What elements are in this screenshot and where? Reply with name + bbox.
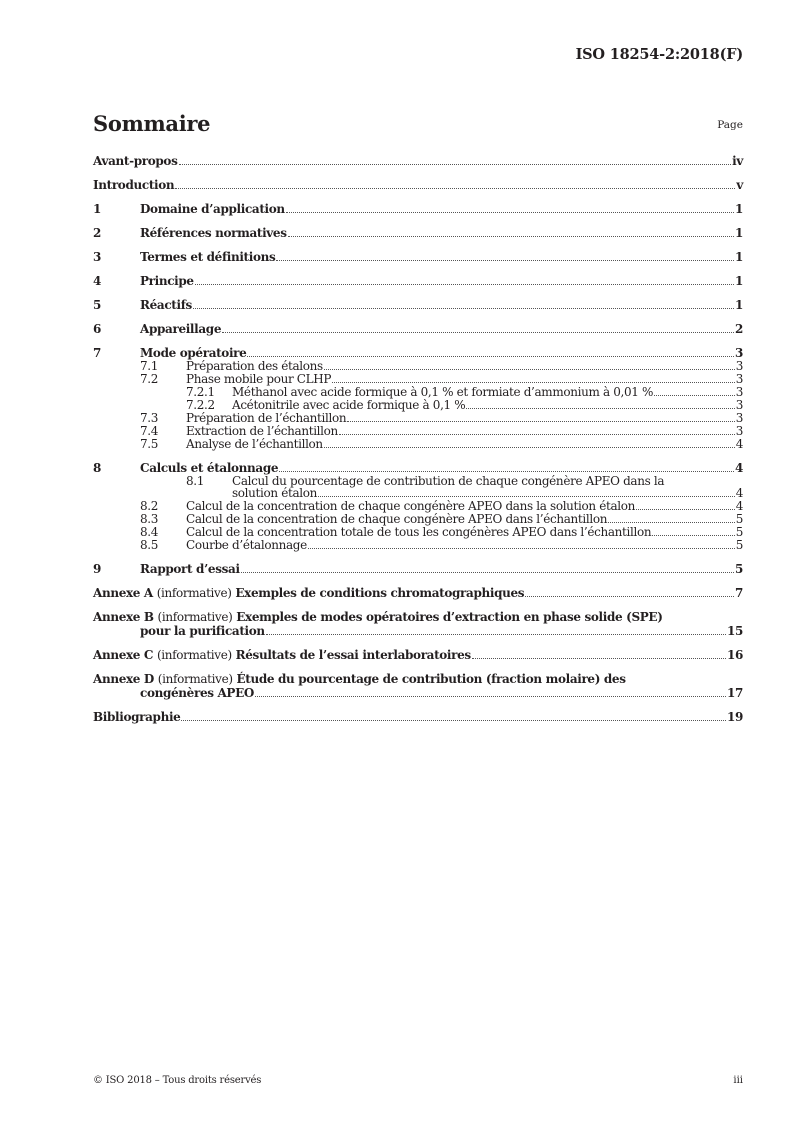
toc-entry-section-6[interactable] [93,322,743,336]
toc-entry-number: 7.2.1 [186,385,215,399]
toc-entry-page: 1 [735,202,743,216]
toc-entry-text: Phase mobile pour CLHP [186,372,332,386]
toc-entry-number: 7.5 [140,437,159,451]
toc-entry-number: 7.3 [140,411,159,425]
page-number: iii [733,1075,743,1086]
toc-entry-text: Méthanol avec acide formique à 0,1 % et formiate d’ammonium à 0,01 % [232,385,654,399]
copyright-notice: © ISO 2018 – Tous droits réservés [93,1075,262,1086]
dot-leader [324,447,735,448]
dot-leader [525,596,734,597]
dot-leader [652,535,734,536]
dot-leader [286,212,734,213]
annex-title-line1: Étude du pourcentage de contribution (fraction molaire) des [236,672,626,687]
toc-entry-page: v [736,178,743,192]
dot-leader [472,658,726,659]
toc-entry-section-9[interactable] [93,562,743,576]
toc-entry-page: 1 [735,298,743,312]
toc-entry-text: Calcul de la concentration de chaque congénère APEO dans l’échantillon [186,512,608,527]
toc-entry-introduction[interactable] [93,178,743,192]
dot-leader [339,434,735,435]
annex-type: (informative) [157,610,233,625]
dot-leader [279,471,734,472]
toc-entry-text: Bibliographie [93,710,181,725]
toc-entry-text: Acétonitrile avec acide formique à 0,1 % [232,398,466,412]
toc-entry-section-2[interactable] [93,226,743,240]
dot-leader [181,720,726,721]
toc-entry-text: Analyse de l’échantillon [186,437,323,451]
toc-entry-number: 2 [93,226,101,240]
toc-entry-number: 7.1 [140,359,159,373]
toc-entry-text: Références normatives [140,226,287,240]
toc-entry-section-7[interactable] [93,346,743,360]
annex-label: Annexe C [93,648,154,663]
document-id: ISO 18254-2:2018(F) [575,46,743,63]
toc-entry-text: Rapport d’essai [140,562,240,577]
toc-entry-text: Appareillage [140,322,222,336]
dot-leader [175,188,735,189]
dot-leader [288,236,734,237]
toc-entry-number: 8.5 [140,538,159,553]
dot-leader [308,548,735,549]
toc-entry-section-8[interactable] [93,461,743,475]
dot-leader [608,522,735,523]
toc-entry-number: 9 [93,562,101,577]
toc-entry-page: 3 [735,385,743,399]
dot-leader [179,164,732,165]
toc-entry-section-4[interactable] [93,274,743,288]
dot-leader [241,572,734,573]
toc-entry-text: Introduction [93,178,175,192]
toc-entry-annex-b[interactable] [93,610,743,638]
toc-entry-section-8-5[interactable] [93,539,743,552]
annex-type: (informative) [157,672,233,687]
annex-label: Annexe D [93,672,154,687]
toc-entry-page: 5 [735,538,743,553]
toc-entry-page: 3 [735,359,743,373]
toc-entry-page: 4 [735,486,743,501]
toc-entry-text: Réactifs [140,298,192,312]
toc-entry-page: 3 [735,346,743,360]
toc-entry-number: 7 [93,346,101,360]
toc-entry-annex-a[interactable] [93,586,743,600]
toc-entry-page: 3 [735,398,743,412]
dot-leader [222,332,734,333]
toc-entry-number: 3 [93,250,101,264]
dot-leader [654,395,735,396]
toc-entry-page: 5 [735,525,743,540]
toc-entry-page: iv [732,154,743,168]
annex-title-line2: congénères APEO [140,686,254,701]
dot-leader [636,509,735,510]
toc-entry-bibliographie[interactable] [93,710,743,724]
annex-title-line2: pour la purification [140,624,265,639]
dot-leader [195,284,734,285]
toc-entry-number: 8.4 [140,525,159,540]
toc-entry-section-8-1[interactable] [93,475,743,500]
dot-leader [276,260,734,261]
page-column-label: Page [717,119,743,131]
dot-leader [266,634,726,635]
toc-entry-page: 3 [735,372,743,386]
toc-entry-text: Préparation de l’échantillon [186,411,347,425]
toc-entry-number: 7.2 [140,372,159,386]
toc-entry-number: 1 [93,202,101,216]
toc-entry-number: 5 [93,298,101,312]
toc-entry-number: 7.2.2 [186,398,215,412]
toc-entry-page: 1 [735,274,743,288]
dot-leader [324,369,735,370]
toc-entry-page: 3 [735,424,743,438]
toc-entry-number: 8 [93,461,101,475]
toc-entry-section-7-5[interactable] [93,438,743,451]
toc-entry-page: 1 [735,250,743,264]
toc-entry-page: 4 [735,437,743,451]
dot-leader [193,308,734,309]
toc-entry-page: 7 [735,586,743,601]
toc-entry-text: Extraction de l’échantillon [186,424,338,438]
toc-entry-text: Calcul de la concentration de chaque congénère APEO dans la solution étalon [186,499,636,514]
toc-entry-number: 4 [93,274,101,288]
dot-leader [255,696,726,697]
toc-entry-text: Termes et définitions [140,250,276,264]
toc-entry-text-line2: solution étalon [232,486,317,501]
annex-title-line1: Exemples de modes opératoires d’extraction en phase solide (SPE) [236,610,663,625]
dot-leader [318,496,735,497]
dot-leader [347,421,734,422]
toc-entry-section-1[interactable] [93,202,743,216]
toc-entry-text: Calcul de la concentration totale de tous les congénères APEO dans l’échantillon [186,525,652,540]
toc-entry-number: 8.1 [186,474,205,488]
toc-entry-number: 8.3 [140,512,159,527]
toc-entry-text: Courbe d’étalonnage [186,538,307,553]
toc-entry-text: Domaine d’application [140,202,285,216]
toc-entry-text: Calculs et étalonnage [140,461,279,475]
annex-title: Résultats de l’essai interlaboratoires [235,648,471,663]
toc-title: Sommaire [93,111,211,136]
toc-entry-text: Préparation des étalons [186,359,323,373]
toc-entry-text-line1: Calcul du pourcentage de contribution de chaque congénère APEO dans la [232,474,665,488]
toc-entry-page: 16 [727,648,743,663]
annex-label: Annexe B [93,610,154,625]
toc-entry-page: 5 [735,512,743,527]
toc-entry-page: 1 [735,226,743,240]
annex-type: (informative) [156,586,232,601]
toc-entry-annex-d[interactable] [93,672,743,700]
toc-entry-page: 17 [727,686,743,701]
toc-entry-number: 6 [93,322,101,336]
annex-title: Exemples de conditions chromatographiques [235,586,525,601]
toc-entry-page: 15 [727,624,743,639]
toc-entry-section-5[interactable] [93,298,743,312]
toc-entry-avant-propos[interactable] [93,154,743,168]
annex-type: (informative) [156,648,232,663]
toc-entry-text: Mode opératoire [140,346,247,360]
toc-entry-page: 19 [727,710,743,725]
toc-entry-page: 4 [735,499,743,514]
toc-entry-page: 5 [735,562,743,577]
toc-entry-annex-c[interactable] [93,648,743,662]
toc-entry-page: 4 [735,461,743,475]
dot-leader [247,356,734,357]
toc-entry-text: Avant-propos [93,154,178,168]
annex-label: Annexe A [93,586,153,601]
toc-entry-page: 2 [735,322,743,336]
toc-entry-number: 8.2 [140,499,159,514]
dot-leader [466,408,734,409]
toc-entry-text: Principe [140,274,194,288]
toc-entry-section-3[interactable] [93,250,743,264]
toc-entry-number: 7.4 [140,424,159,438]
table-of-contents [93,154,743,724]
toc-entry-page: 3 [735,411,743,425]
dot-leader [332,382,735,383]
